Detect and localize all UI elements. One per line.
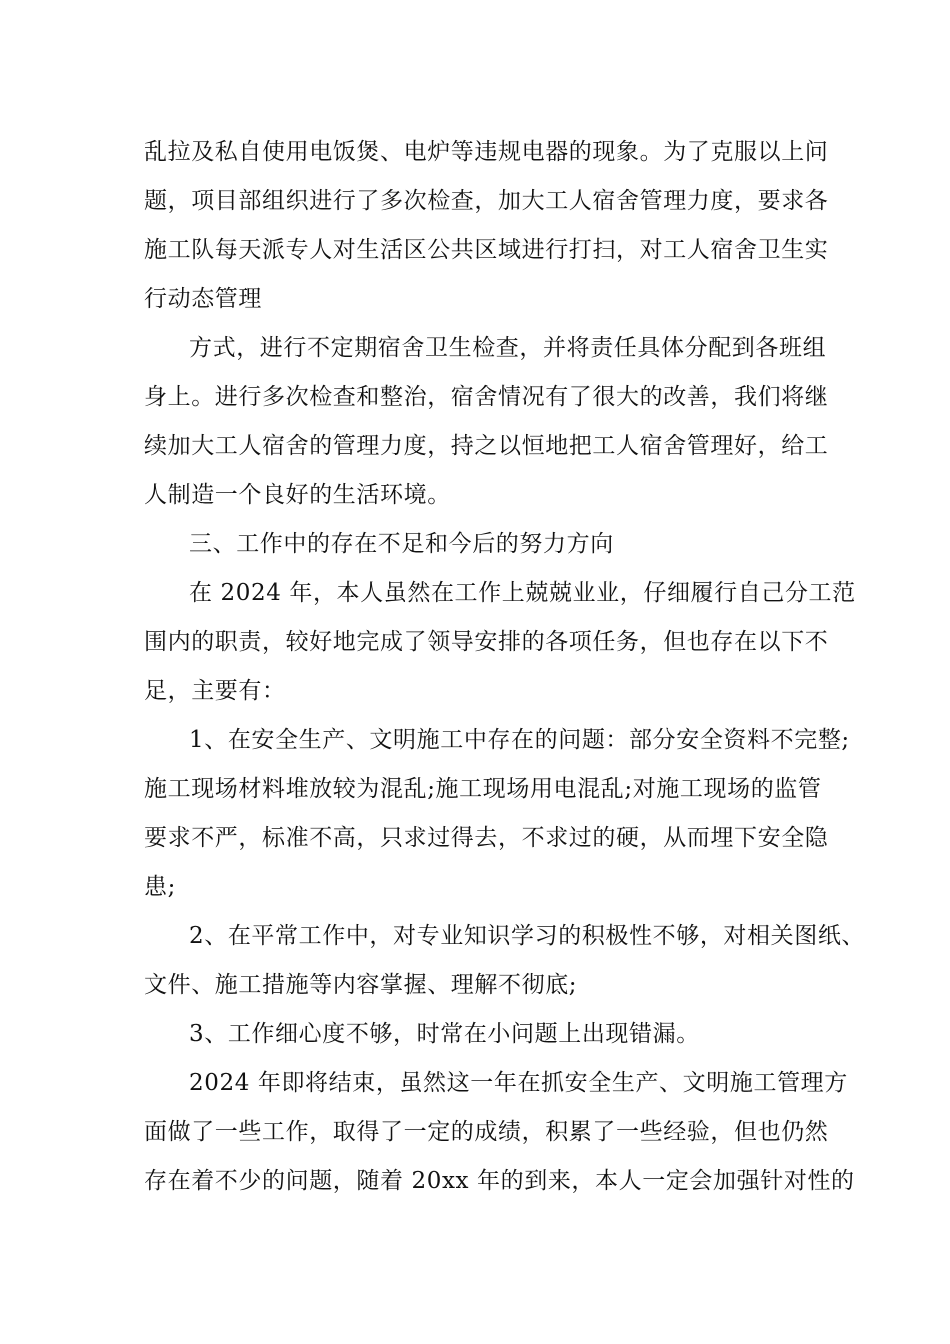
list-item-3 [144,1010,824,1059]
text-line: 乱拉及私自使用电饭煲、电炉等违规电器的现象。为了克服以上问 [144,139,829,165]
text-line: 续加大工人宿舍的管理力度，持之以恒地把工人宿舍管理好，给工 [144,433,829,459]
text-line: 文件、施工措施等内容掌握、理解不彻底; [144,972,578,998]
paragraph-shortcomings-intro [144,569,856,716]
paragraph-dorm-issues [144,128,829,324]
text-line: 在 2024 年，本人虽然在工作上兢兢业业，仔细履行自己分工范 [189,580,856,606]
list-item-2 [144,912,866,1010]
text-line: 足，主要有： [144,678,286,704]
heading-line: 三、工作中的存在不足和今后的努力方向 [189,531,614,557]
text-line: 人制造一个良好的生活环境。 [144,482,451,508]
paragraph-dorm-method [144,324,829,520]
text-line: 施工现场材料堆放较为混乱;施工现场用电混乱;对施工现场的监管 [144,776,822,802]
text-line: 身上。进行多次检查和整治，宿舍情况有了很大的改善，我们将继 [144,384,829,410]
text-line: 方式，进行不定期宿舍卫生检查，并将责任具体分配到各班组 [189,335,827,361]
text-line: 2、在平常工作中，对专业知识学习的积极性不够，对相关图纸、 [189,923,866,949]
section-heading [144,520,824,569]
text-line: 1、在安全生产、文明施工中存在的问题：部分安全资料不完整; [189,727,850,753]
text-line: 围内的职责，较好地完成了领导安排的各项任务，但也存在以下不 [144,629,829,655]
text-line: 要求不严，标准不高，只求过得去，不求过的硬，从而埋下安全隐 [144,825,829,851]
list-item-1 [144,716,850,912]
paragraph-conclusion [144,1059,855,1206]
text-line: 行动态管理 [144,286,262,312]
text-line: 存在着不少的问题，随着 20xx 年的到来，本人一定会加强针对性的 [144,1168,855,1194]
text-line: 2024 年即将结束，虽然这一年在抓安全生产、文明施工管理方 [189,1070,848,1096]
text-line: 3、工作细心度不够，时常在小问题上出现错漏。 [189,1021,700,1047]
text-line: 施工队每天派专人对生活区公共区域进行打扫，对工人宿舍卫生实 [144,237,829,263]
document-body [144,128,866,1206]
text-line: 患; [144,874,176,900]
text-line: 题，项目部组织进行了多次检查，加大工人宿舍管理力度，要求各 [144,188,829,214]
text-line: 面做了一些工作，取得了一定的成绩，积累了一些经验，但也仍然 [144,1119,829,1145]
